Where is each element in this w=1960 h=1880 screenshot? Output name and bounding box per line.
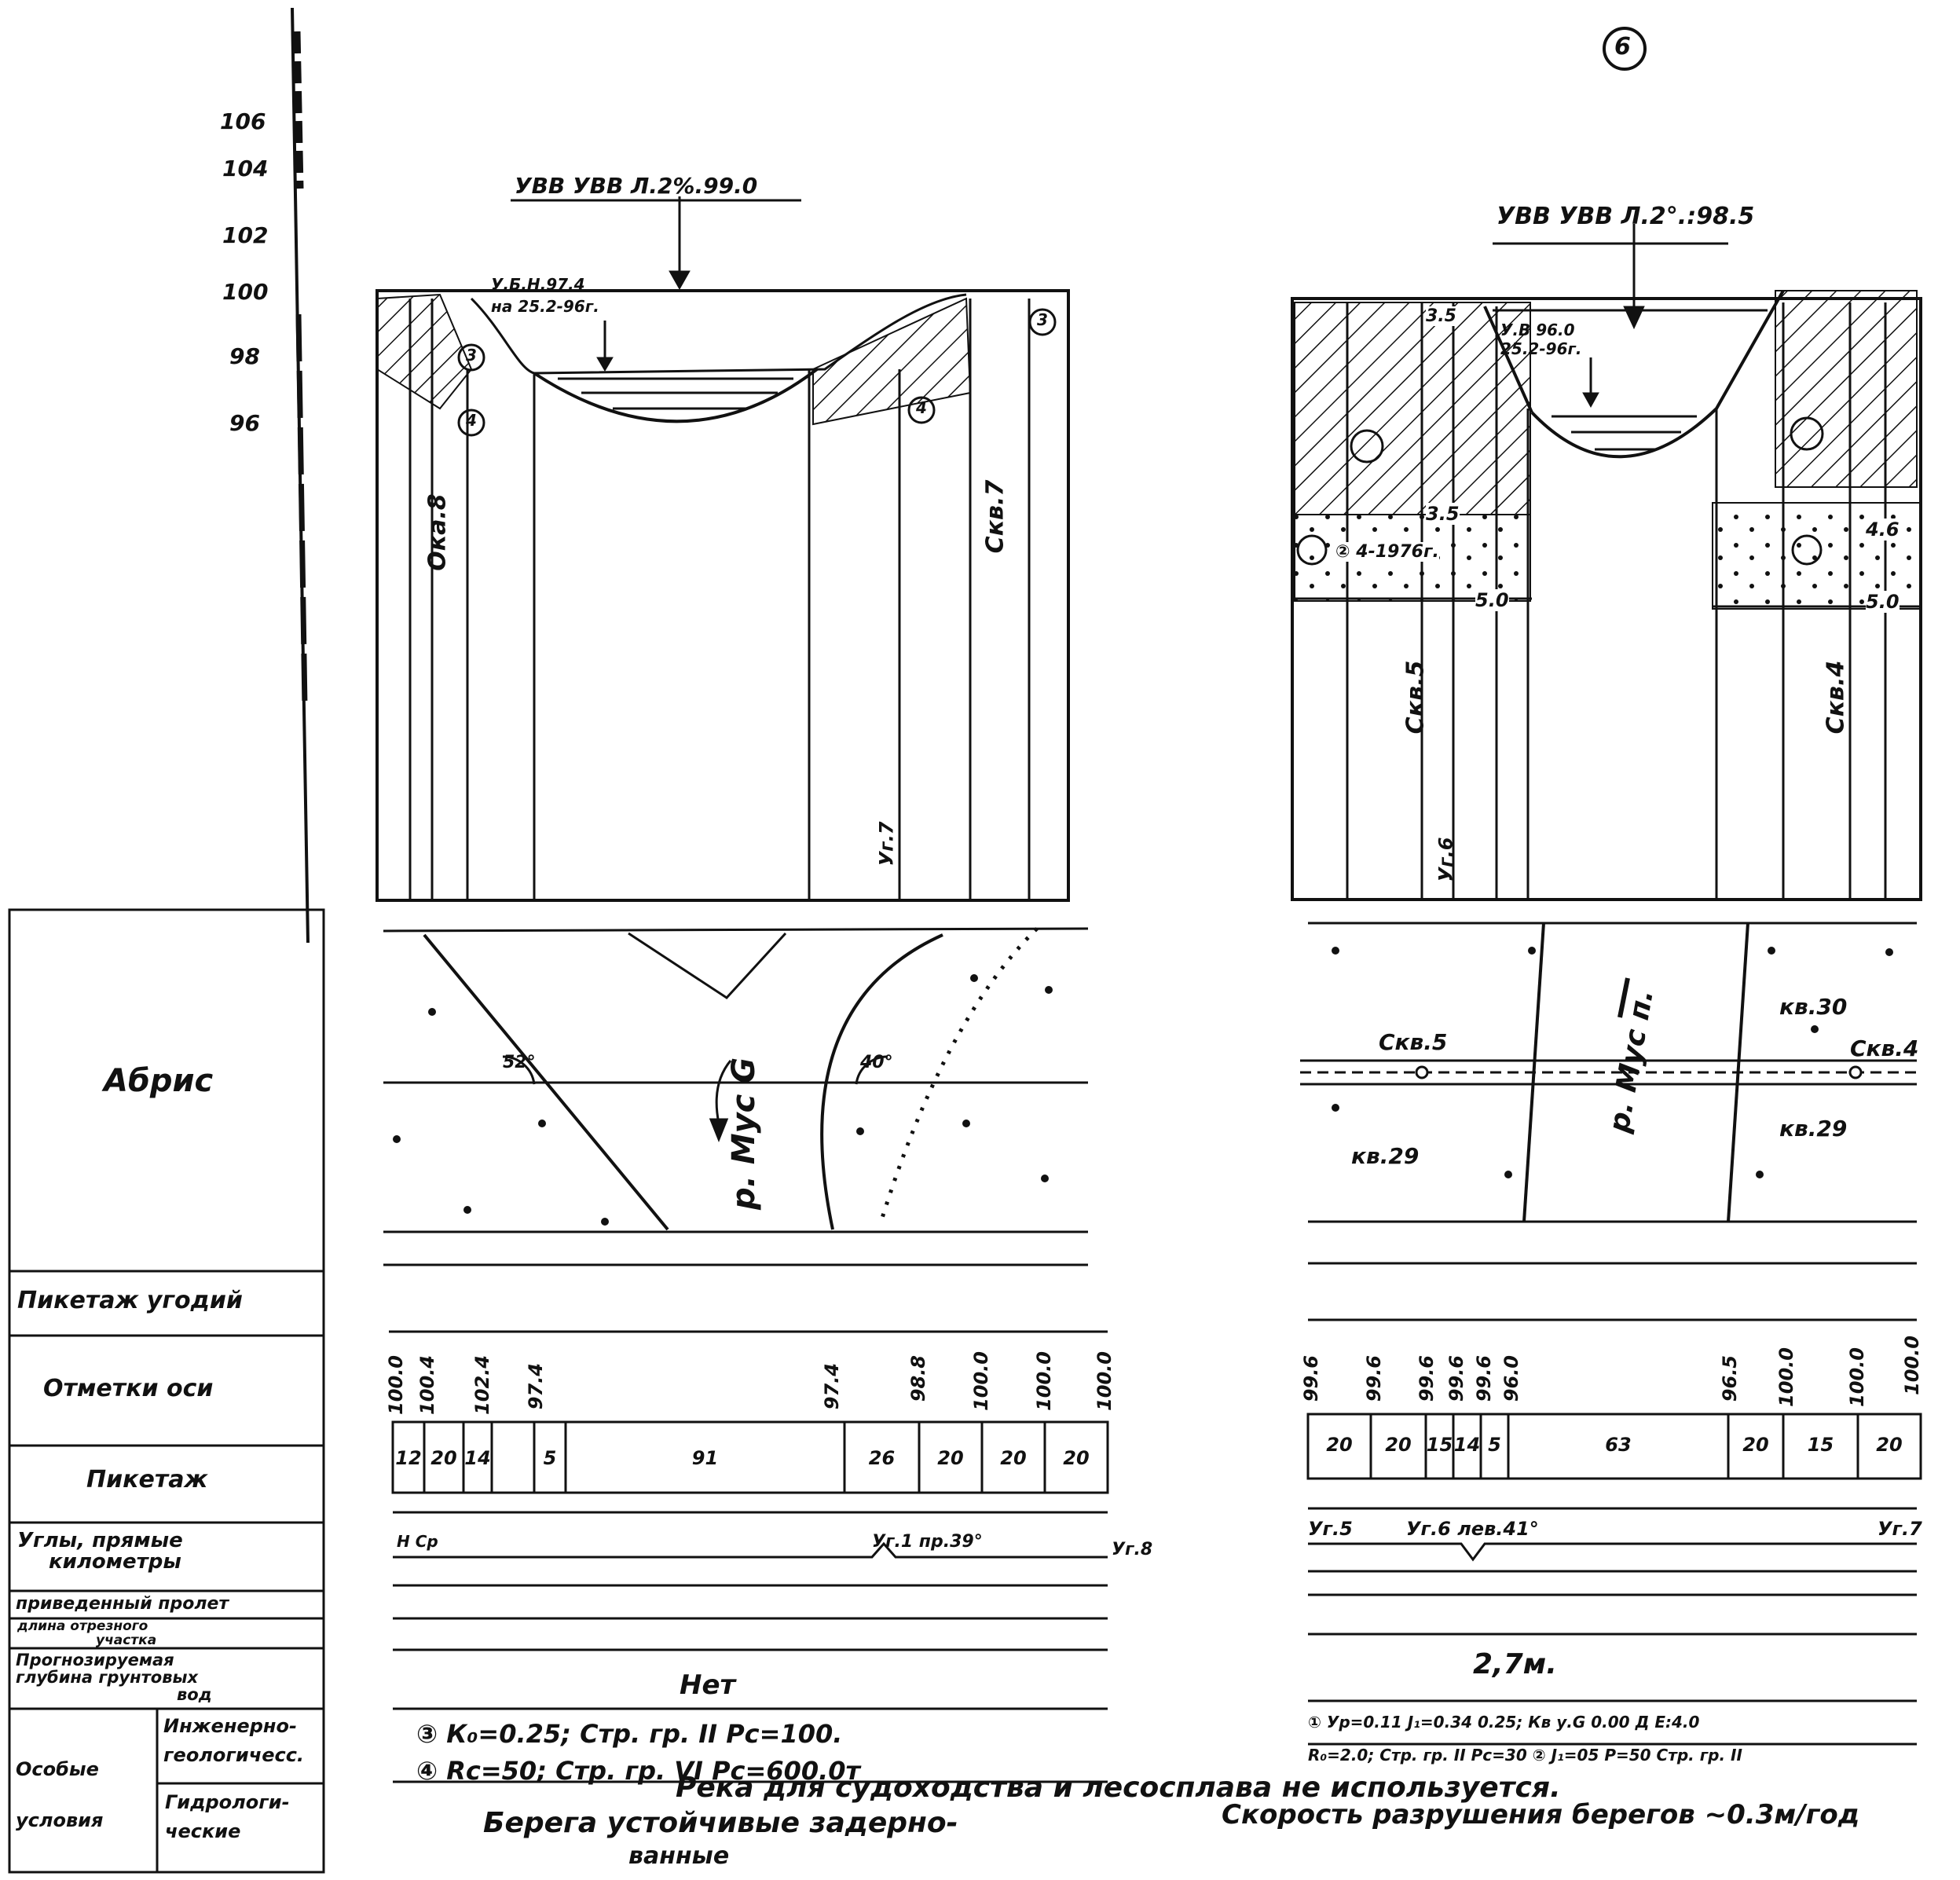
s2-well-left: Скв.5 [1379,1029,1448,1055]
s1-picket: 12 [395,1447,422,1469]
s2-depth4: 5.0 [1866,591,1900,613]
s1-mark: 100.0 [1094,1351,1116,1411]
s1-soil-c: 3 [1037,310,1048,329]
s1-picket: 20 [937,1447,964,1469]
s2-block3: кв.29 [1351,1143,1420,1169]
s2-well-right: Скв.4 [1850,1035,1919,1061]
s1-borehole-right: Скв.7 [981,479,1009,554]
s2-mark: 100.0 [1775,1347,1797,1407]
s2-borehole-right: Скв.4 [1822,660,1850,735]
s1-picket: 20 [430,1447,457,1469]
s2-block2: кв.29 [1779,1116,1848,1142]
s2-mark: 99.6 [1445,1355,1467,1402]
s2-picket: 15 [1426,1434,1453,1456]
s1-picket: 5 [543,1447,557,1469]
label-abris: Абрис [104,1063,214,1099]
s1-mark: 97.4 [821,1363,843,1410]
s2-water-sub2: 25.2-96г. [1500,339,1582,358]
s1-angles-left: Н Ср [397,1532,438,1551]
s2-note2: R₀=2.0; Стр. гр. II Рс=30 ② J₁=05 Р=50 Стр. гр. II [1308,1746,1742,1765]
s2-depth2: 5.0 [1475,589,1509,611]
s1-scour-value: Нет [680,1669,736,1701]
s2-soil-note: ② 4-1976г. [1335,542,1439,562]
tick-106: 106 [220,108,266,134]
s2-picket: 20 [1385,1434,1412,1456]
s2-mark: 99.6 [1473,1355,1495,1402]
label-land-pickets: Пикетаж угодий [17,1287,243,1314]
s1-soil-d: 4 [916,398,927,417]
s2-mark: 99.6 [1300,1355,1322,1402]
label-picketage: Пикетаж [86,1466,208,1493]
s2-water-sub1: У.В 96.0 [1500,321,1575,339]
s1-soil-a: 3 [466,346,477,365]
s1-angles-mid: Уг.1 пр.39° [872,1532,983,1552]
s1-borehole-left: Ока.8 [423,493,452,571]
s2-water-level: УВВ УВВ Л.2°.:98.5 [1497,203,1755,230]
s1-mark: 97.4 [525,1363,547,1410]
s2-angle-label: Уг.6 [1434,837,1457,882]
s2-angles-right: Уг.7 [1878,1518,1922,1540]
s1-picket: 20 [1063,1447,1090,1469]
s1-angle1: 52° [503,1053,536,1072]
s2-picket: 20 [1742,1434,1769,1456]
s2-angles-mid: Уг.6 лев.41° [1406,1518,1539,1540]
s2-river-label: р. Мус п. [1603,987,1660,1135]
s2-mark: 96.0 [1500,1355,1522,1402]
label-length: длина отрезного участка [17,1618,157,1648]
s1-picket: 14 [464,1447,491,1469]
s2-picket: 15 [1807,1434,1834,1456]
s2-picket: 5 [1488,1434,1501,1456]
s1-picket: 26 [868,1447,896,1469]
label-eng-geo: Инженерно- геологичесс. [163,1715,305,1767]
s1-mark: 100.0 [385,1355,407,1415]
s1-angles-right: Уг.8 [1112,1540,1153,1559]
s1-water-sub1: У.Б.Н.97.4 [491,275,585,294]
s1-mark: 102.4 [471,1355,493,1415]
s1-picket: 20 [1000,1447,1027,1469]
s1-water-level: УВВ УВВ Л.2%.99.0 [515,173,758,199]
s2-picket: 20 [1876,1434,1903,1456]
s2-scour-value: 2,7м. [1473,1648,1557,1680]
s1-note1: ③ К₀=0.25; Стр. гр. II Рс=100. [416,1719,843,1749]
s2-borehole-left: Скв.5 [1401,660,1430,735]
s2-block1: кв.30 [1779,994,1848,1020]
sheet-number: 6 [1614,33,1631,60]
s1-mark: 100.4 [416,1355,438,1415]
s1-angle2: 40° [860,1053,893,1072]
note-navigation: Река для судоходства и лесосплава не используется. [676,1772,1561,1804]
section2-rows [1308,1320,1921,1744]
s2-mark: 100.0 [1846,1347,1868,1407]
s2-mark: 99.6 [1363,1355,1385,1402]
s2-angles-left: Уг.5 [1308,1518,1353,1540]
section1-profile [377,196,1068,900]
label-axis-marks: Отметки оси [43,1375,214,1402]
note-erosion: Скорость разрушения берегов ~0.3м/год [1222,1799,1860,1831]
s1-mark: 98.8 [907,1355,929,1402]
s2-depth1: 3.5 [1426,306,1456,326]
tick-104: 104 [222,156,269,181]
label-special: Особые условия [16,1758,104,1832]
s1-water-sub2: на 25.2-96г. [491,297,599,316]
label-angles: Углы, прямые километры [17,1529,183,1574]
tick-102: 102 [222,222,269,248]
s2-depth3: 4.6 [1866,519,1900,541]
s2-mark: 99.6 [1416,1355,1438,1402]
s1-angle-label: Уг.7 [875,821,898,867]
label-hydro: Гидрологи- ческие [165,1791,290,1843]
tick-96: 96 [229,410,260,436]
s1-note2: ④ Rc=50; Стр. гр. VI Рс=600.0т [416,1756,861,1786]
label-span: приведенный пролет [16,1594,229,1614]
s1-river-label: р. Мус G [726,1057,763,1211]
label-scour: Прогнозируемая глубина грунтовых вод [16,1651,212,1705]
tick-100: 100 [222,279,269,305]
s2-mark: 100.0 [1901,1336,1923,1395]
s1-picket: 91 [691,1447,719,1469]
note-banks-b: ванные [628,1842,730,1870]
section2-profile [1292,224,1921,900]
section1-rows [389,1332,1108,1782]
note-banks-a: Берега устойчивые задерно- [483,1807,958,1839]
s2-picket: 20 [1326,1434,1353,1456]
s1-mark: 100.0 [1033,1351,1055,1411]
s2-picket: 63 [1605,1434,1632,1456]
s2-mark: 96.5 [1719,1355,1741,1402]
elevation-scale [292,8,308,943]
s2-note1: ① Ур=0.11 J₁=0.34 0.25; Кв у.G 0.00 Д E:4.0 [1308,1713,1700,1732]
section2-abris [1300,923,1917,1263]
s2-depth5: 3.5 [1426,503,1460,525]
s2-picket: 14 [1453,1434,1481,1456]
tick-98: 98 [229,343,260,369]
s1-mark: 100.0 [970,1351,992,1411]
s1-soil-b: 4 [466,411,477,430]
